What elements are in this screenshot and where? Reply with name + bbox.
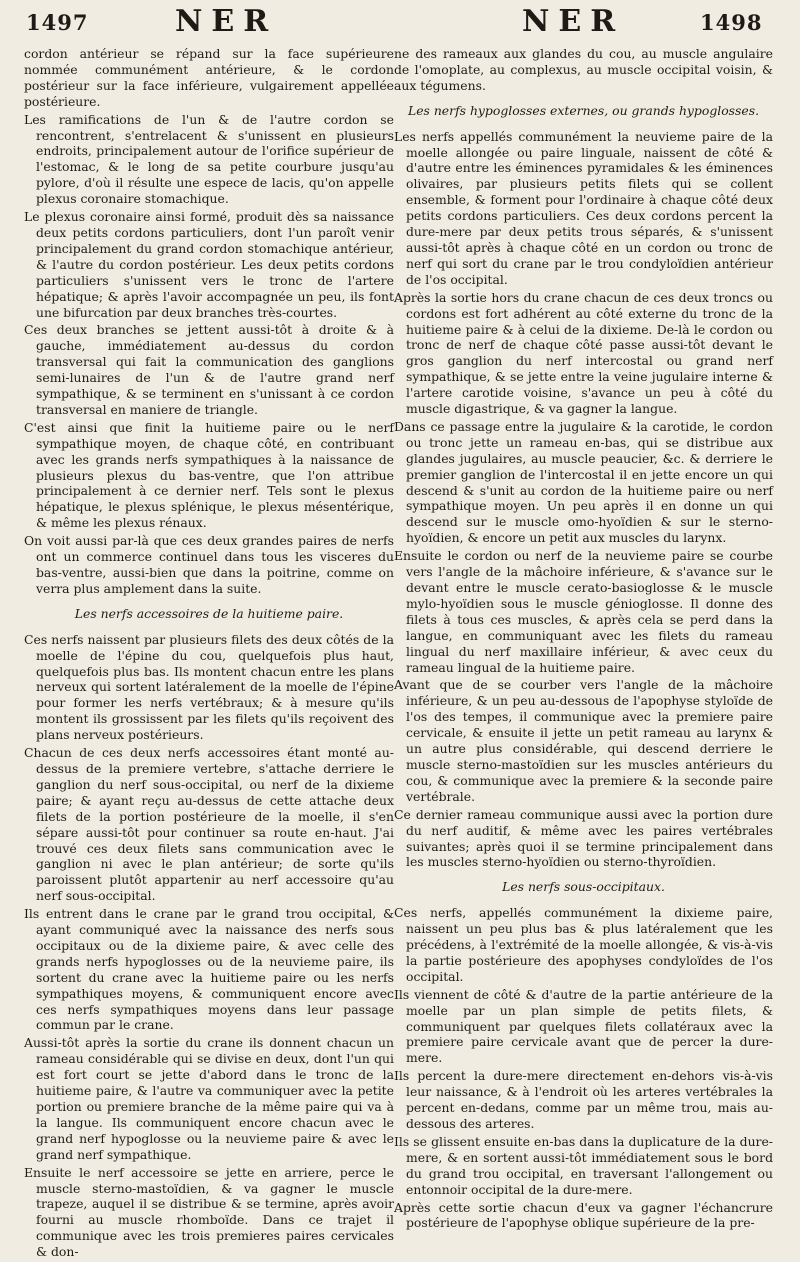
text-paragraph: Ensuite le nerf accessoire se jette en arriere, perce le muscle sterno-mastoïdien, & va gagner le muscle trapeze, auquel il se distribue & se termine, après avoir fourni au muscle rhomboïde. Dans ce trajet il communique avec les trois premieres paires cervicales & don- [24,1164,394,1260]
text-paragraph: Avant que de se courber vers l'angle de la mâchoire inférieure, & un peu au-dessous de l'apophyse styloïde de l'os des tempes, il communique avec la premiere paire cervicale, & ensuite il jette un petit rameau au larynx & un autre plus considérable, qui descend derriere le muscle sterno-mastoïdien sur les muscles antérieurs du cou, & communique avec la premiere & la seconde paire vertébrale. [394,677,773,804]
text-paragraph: Ces nerfs, appellés communément la dixieme paire, naissent un peu plus bas & plus latéralement que les précédens, à l'extrémité de la moelle allongée, & vis-à-vis la partie postérieure des apophyses condyloïdes de l'os occipital. [394,905,773,984]
text-paragraph: Ce dernier rameau communique aussi avec la portion dure du nerf auditif, & même avec les paires vertébrales suivantes; après quoi il se termine principalement dans les muscles sterno-hyoïdien ou sterno-thyroïdien. [394,806,773,870]
text-paragraph: Ces nerfs naissent par plusieurs filets des deux côtés de la moelle de l'épine du cou, quelquefois plus haut, quelquefois plus bas. Ils montent chacun entre les plans nerveux qui sortent latéralement de la moelle de l'épine pour former les nerfs vertébraux; & à mesure qu'ils montent ils grossissent par les filets qu'ils reçoivent des plans nerveux postérieurs. [24,631,394,743]
text-paragraph: Le plexus coronaire ainsi formé, produit dès sa naissance deux petits cordons particuliers, dont l'un paroît venir principalement du grand cordon stomachique antérieur, & l'autre du cordon postérieur. Les deux petits cordons particuliers s'unissent vers le tronc de l'artere hépatique; & après l'avoir accompagnée un peu, ils font une bifurcation par deux branches très-courtes. [24,209,394,320]
text-paragraph: Ensuite le cordon ou nerf de la neuvieme paire se courbe vers l'angle de la mâchoire inférieure, & s'avance sur le devant entre le muscle cerato-basioglosse & le muscle mylo-hyoïdien sous le muscle génioglosse. Il donne des filets à tous ces muscles, & après cela se perd dans la langue, en communiquant avec les filets du rameau lingual du nerf maxillaire inférieur, & avec ceux du rameau lingual de la huitieme paire. [394,548,773,675]
section-heading: Les nerfs accessoires de la huitieme paire. [74,605,344,621]
left-page-number: 1497 [26,10,89,35]
text-paragraph: Chacun de ces deux nerfs accessoires étant monté au-dessus de la premiere vertebre, s'attache derriere le ganglion du nerf sous-occipital, ou nerf de la dixieme paire; & ayant reçu au-dessus de cette attache deux filets de la portion postérieure de la moelle, il s'en sépare aussi-tôt pour continuer sa route en-haut. J'ai trouvé ces deux filets sans communication avec le ganglion ni avec le plan antérieur; de sorte qu'ils paroissent plutôt appartenir au nerf accessoire qu'au nerf sous-occipital. [24,745,394,904]
text-paragraph: On voit aussi par-là que ces deux grandes paires de nerfs ont un commerce continuel dans tous les visceres du bas-ventre, aussi-bien que dans la poitrine, comme on verra plus amplement dans la suite. [24,533,394,596]
text-paragraph: Ils entrent dans le crane par le grand trou occipital, & ayant communiqué avec la naissance des nerfs sous occipitaux ou de la dixieme paire, & avec celle des grands nerfs hypoglosses ou de la neuvieme paire, ils sortent du crane avec la huitieme paire ou les nerfs sympathiques moyens, & communiquent encore avec ces nerfs sympathiques moyens dans leur passage commun par le crane. [24,906,394,1033]
right-page-number: 1498 [700,10,763,35]
text-paragraph: Après cette sortie chacun d'eux va gagner l'échancrure postérieure de l'apophyse oblique supérieure de la pre- [394,1199,773,1231]
left-running-headword: NER [175,4,278,39]
right-text-column [394,46,773,1233]
right-running-headword: NER [522,4,625,39]
text-paragraph: Après la sortie hors du crane chacun de ces deux troncs ou cordons est fort adhérent au côté externe du tronc de la huitieme paire & à celui de la dixieme. De-là le cordon ou tronc de nerf de chaque côté passe aussi-tôt devant le gros ganglion du nerf intercostal ou grand nerf sympathique, & se jette entre la veine jugulaire interne & l'artere carotide voisine, s'avance un peu à côté du muscle digastrique, & va gagner la langue. [394,289,773,417]
text-paragraph: Ils se glissent ensuite en-bas dans la duplicature de la dure-mere, & en sortent aussi-tôt immédiatement sous le bord du grand trou occipital, en traversant l'allongement ou entonnoir occipital de la dure-mere. [394,1133,773,1197]
text-paragraph: Ils percent la dure-mere directement en-dehors vis-à-vis leur naissance, & à l'endroit où les arteres vertébrales la percent en-dedans, comme par un même trou, mais au-dessous des arteres. [394,1068,773,1131]
left-text-column [24,46,394,1262]
text-paragraph: Dans ce passage entre la jugulaire & la carotide, le cordon ou tronc jette un rameau en-bas, qui se distribue aux glandes jugulaires, au muscle peaucier, &c. & derriere le premier ganglion de l'intercostal il en jette encore un qui descend & s'unit au cordon de la huitieme paire ou nerf sympathique moyen. Un peu après il en donne un qui descend sur le muscle omo-hyoïdien & sur le sterno-hyoïdien, & encore un petit aux muscles du larynx. [394,418,773,546]
text-paragraph: Ils viennent de côté & d'autre de la partie antérieure de la moelle par un plan simple de petits filets, & communiquent par quelques filets collatéraux avec la premiere paire cervicale avant que de percer la dure-mere. [394,986,773,1066]
text-paragraph: Les nerfs appellés communément la neuvieme paire de la moelle allongée ou paire linguale, naissent de côté & d'autre entre les éminences pyramidales & les éminences olivaires, par plusieurs petits filets qui se collent ensemble, & forment pour l'ordinaire à chaque côté deux petits cordons particuliers. Ces deux cordons percent la dure-mere par deux petits trous séparés, & s'unissent aussi-tôt après à chaque côté en un cordon ou tronc de nerf qui sort du crane par le trou condyloïdien antérieur de l'os occipital. [394,128,773,287]
section-heading: Les nerfs hypoglosses externes, ou grands hypoglosses. [407,102,760,118]
page-header [0,0,800,44]
text-paragraph: Les ramifications de l'un & de l'autre cordon se rencontrent, s'entrelacent & s'unissent en plusieurs endroits, principalement autour de l'orifice supérieur de l'estomac, & le long de sa petite courbure jusqu'au pylore, d'où il résulte une espece de lacis, qu'on appelle plexus coronaire stomachique. [24,111,394,207]
text-paragraph: ne des rameaux aux glandes du cou, au muscle angulaire de l'omoplate, au complexus, au muscle occipital voisin, & aux tégumens. [394,46,773,93]
text-paragraph: Ces deux branches se jettent aussi-tôt à droite & à gauche, immédiatement au-dessus du cordon transversal qui fait la communication des ganglions semi-lunaires de l'un & de l'autre grand nerf sympathique, & se terminent en s'unissant à ce cordon transversal en maniere de triangle. [24,322,394,417]
text-paragraph: C'est ainsi que finit la huitieme paire ou le nerf sympathique moyen, de chaque côté, en contribuant avec les grands nerfs sympathiques à la naissance de plusieurs plexus du bas-ventre, que l'on attribue principalement à ce dernier nerf. Tels sont le plexus hépatique, le plexus splénique, le plexus mésentérique, & même les plexus rénaux. [24,419,394,531]
section-heading: Les nerfs sous-occipitaux. [502,879,665,895]
text-paragraph: Aussi-tôt après la sortie du crane ils donnent chacun un rameau considérable qui se divise en deux, dont l'un qui est fort court se jette d'abord dans le tronc de la huitieme paire, & l'autre va communiquer avec la petite portion ou premiere branche de la même paire qui va à la langue. Ils communiquent encore chacun avec le grand nerf hypoglosse ou la neuvieme paire & avec le grand nerf sympathique. [24,1035,394,1162]
text-paragraph: cordon antérieur se répand sur la face supérieure nommée communément antérieure, & le cordon postérieur sur la face inférieure, vulgairement appellée postérieure. [24,46,394,109]
